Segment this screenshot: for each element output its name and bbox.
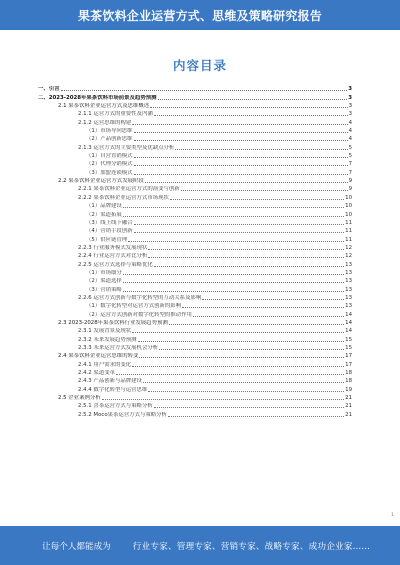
toc-entry[interactable] — [32, 268, 352, 276]
toc-entry-label: 2.5.2 Moco果茶运营方式与策略分析 — [78, 411, 167, 418]
toc-entry[interactable] — [32, 142, 352, 150]
toc-dot-leader — [134, 131, 348, 133]
toc-entry-page: 18 — [345, 378, 352, 385]
toc-dot-leader — [134, 231, 345, 233]
footer-bar — [0, 526, 400, 565]
toc-entry-label: （3）加盟连锁模式 — [86, 169, 133, 176]
toc-entry-page: 9 — [348, 186, 352, 193]
toc-entry-page: 4 — [348, 128, 352, 135]
toc-entry-label: 2.2.4 行业运营方式对比分析 — [78, 253, 148, 260]
page-number: 1 — [391, 513, 394, 518]
toc-entry-page: 7 — [348, 169, 352, 176]
toc-entry-page: 21 — [345, 395, 352, 402]
toc-entry[interactable] — [32, 109, 352, 117]
toc-entry-page: 7 — [348, 161, 352, 168]
toc-dot-leader — [132, 123, 347, 125]
toc-entry-label: 2.3.2 未来发展趋势预测 — [78, 336, 137, 343]
toc-entry-label: （1）数字化转型对运营方式创新的影响 — [86, 303, 182, 310]
toc-entry[interactable] — [32, 192, 352, 200]
toc-entry[interactable] — [32, 276, 352, 284]
toc-dot-leader — [154, 406, 344, 408]
toc-entry-label: 2.1 果茶饮料企业运营方式及思维概述 — [58, 103, 150, 110]
toc-entry-label: 2.4.3 产品创新与品牌建设 — [78, 378, 142, 385]
toc-entry[interactable] — [32, 301, 352, 309]
toc-dot-leader — [123, 206, 344, 208]
toc-entry-page: 5 — [348, 144, 352, 151]
toc-entry-page: 12 — [345, 244, 352, 251]
toc-entry[interactable] — [32, 409, 352, 417]
toc-entry-page: 19 — [345, 386, 352, 393]
toc-dot-leader — [132, 331, 344, 333]
toc-entry[interactable] — [32, 126, 352, 134]
toc-dot-leader — [145, 181, 348, 183]
toc-dot-leader — [116, 373, 344, 375]
toc-entry-page: 9 — [348, 178, 352, 185]
toc-entry[interactable] — [32, 343, 352, 351]
toc-dot-leader — [150, 106, 347, 108]
toc-entry[interactable] — [32, 184, 352, 192]
toc-dot-leader — [132, 365, 344, 367]
toc-entry-page: 3 — [348, 94, 352, 101]
toc-entry-label: 2.4.1 用户需求的变化 — [78, 361, 132, 368]
toc-dot-leader — [61, 89, 348, 91]
toc-entry[interactable] — [32, 293, 352, 301]
toc-entry-page: 3 — [348, 86, 352, 93]
toc-entry-label: 2.2 果茶饮料企业运营方式发展阶段 — [58, 178, 144, 185]
toc-entry-page: 17 — [345, 361, 352, 368]
toc-entry-page: 14 — [345, 319, 352, 326]
toc-entry-page: 11 — [345, 228, 352, 235]
toc-entry[interactable] — [32, 117, 352, 125]
toc-entry-label: 2.3 2023-2028年果茶饮料行业发展趋势预测 — [58, 319, 168, 326]
toc-entry[interactable] — [32, 251, 352, 259]
toc-entry-page: 21 — [345, 411, 352, 418]
toc-entry-label: 2.3.1 发展背景及现状 — [78, 328, 132, 335]
toc-entry-label: （4）营销手段创新 — [86, 228, 133, 235]
toc-entry-label: （2）代理分销模式 — [86, 161, 133, 168]
toc-entry[interactable] — [32, 243, 352, 251]
report-header-bar — [0, 0, 400, 30]
toc-entry-page: 10 — [345, 211, 352, 218]
toc-dot-leader — [148, 248, 344, 250]
report-title: 果茶饮料企业运营方式、思维及策略研究报告 — [77, 8, 322, 23]
toc-dot-leader — [168, 415, 344, 417]
toc-dot-leader — [123, 290, 344, 292]
toc-dot-leader — [134, 173, 348, 175]
toc-entry-page: 12 — [345, 253, 352, 260]
toc-entry-page: 5 — [348, 153, 352, 160]
toc-dot-leader — [138, 340, 345, 342]
toc-entry-label: （1）市场细分 — [86, 269, 122, 276]
toc-entry[interactable] — [32, 159, 352, 167]
toc-entry-label: 2.4.4 数字化转型与运营思维 — [78, 386, 148, 393]
toc-entry-label: 二、2023-2028年果茶饮料市场前景及趋势预测 — [38, 94, 157, 101]
toc-entry-label: （2）渠道选择 — [86, 278, 122, 285]
toc-entry-label: （3）营销策略 — [86, 286, 122, 293]
toc-heading: 内容目录 — [172, 58, 227, 73]
toc-entry[interactable] — [32, 84, 352, 92]
toc-entry-label: 2.2.1 果茶饮料企业运营方式的演变与创新 — [78, 186, 180, 193]
toc-entry-page: 10 — [345, 203, 352, 210]
toc-entry[interactable] — [32, 384, 352, 392]
toc-dot-leader — [123, 273, 344, 275]
toc-entry[interactable] — [32, 259, 352, 267]
toc-entry-label: 2.2.5 运营方式选择与策略优化 — [78, 261, 153, 268]
toc-dot-leader — [134, 164, 348, 166]
toc-entry[interactable] — [32, 359, 352, 367]
table-of-contents — [32, 84, 352, 418]
toc-entry-label: （2）渠道拓展 — [86, 211, 122, 218]
toc-dot-leader — [169, 323, 344, 325]
toc-entry[interactable] — [32, 368, 352, 376]
toc-entry[interactable] — [32, 351, 352, 359]
toc-entry-page: 13 — [345, 294, 352, 301]
toc-entry-label: 2.1.2 运营思维的构建 — [78, 119, 132, 126]
toc-entry[interactable] — [32, 134, 352, 142]
toc-entry-page: 11 — [345, 236, 352, 243]
toc-dot-leader — [123, 215, 344, 217]
toc-entry-page: 13 — [345, 303, 352, 310]
toc-dot-leader — [154, 265, 344, 267]
toc-entry[interactable] — [32, 318, 352, 326]
toc-dot-leader — [193, 315, 344, 317]
toc-entry[interactable] — [32, 101, 352, 109]
toc-entry[interactable] — [32, 326, 352, 334]
toc-entry-label: 2.4.2 渠道变革 — [78, 370, 115, 377]
toc-entry-page: 3 — [348, 103, 352, 110]
toc-dot-leader — [159, 348, 344, 350]
toc-entry-label: 2.5 企业案例分析 — [58, 395, 101, 402]
toc-entry[interactable] — [32, 201, 352, 209]
toc-dot-leader — [134, 156, 348, 158]
toc-entry[interactable] — [32, 393, 352, 401]
toc-entry[interactable] — [32, 334, 352, 342]
toc-entry[interactable] — [32, 401, 352, 409]
toc-dot-leader — [143, 381, 344, 383]
footer-slogan: 让每个人都能成为 — [42, 541, 111, 552]
toc-entry-label: （3）线上线下融合 — [86, 219, 133, 226]
toc-entry-page: 13 — [345, 269, 352, 276]
toc-entry-label: 2.2.6 运营方式创新与数字化转型的互动关系及影响 — [78, 294, 202, 301]
toc-entry-label: 2.2.2 果茶饮料企业运营方式市场现状 — [78, 194, 169, 201]
toc-entry-label: （2）产品创新思维 — [86, 136, 133, 143]
toc-entry-label: （1）市场导向思维 — [86, 128, 133, 135]
toc-dot-leader — [139, 356, 344, 358]
toc-entry-label: 2.1.3 运营方式的主要类型及优缺点分析 — [78, 144, 175, 151]
toc-entry-label: 2.3.3 未来运营方式发展机会分析 — [78, 345, 159, 351]
toc-entry-page: 14 — [345, 328, 352, 335]
toc-dot-leader — [134, 139, 348, 141]
toc-dot-leader — [202, 298, 344, 300]
toc-entry-page: 3 — [348, 111, 352, 118]
toc-entry[interactable] — [32, 92, 352, 100]
toc-dot-leader — [154, 114, 348, 116]
toc-entry-label: （1）品牌建设 — [86, 203, 122, 210]
toc-entry-page: 15 — [345, 345, 352, 351]
toc-entry-page: 11 — [345, 219, 352, 226]
toc-entry-page: 21 — [345, 403, 352, 410]
toc-entry-label: 2.1.1 运营方式的重要性及内涵 — [78, 111, 153, 118]
toc-entry[interactable] — [32, 234, 352, 242]
toc-dot-leader — [175, 148, 347, 150]
toc-entry-page: 15 — [345, 336, 352, 343]
toc-dot-leader — [182, 306, 344, 308]
toc-dot-leader — [134, 223, 345, 225]
toc-entry[interactable] — [32, 226, 352, 234]
toc-entry-label: （2）运营方式创新对数字化转型的推动作用 — [86, 311, 192, 318]
toc-entry-page: 17 — [345, 353, 352, 360]
toc-entry-page: 4 — [348, 119, 352, 126]
toc-dot-leader — [181, 189, 348, 191]
toc-dot-leader — [148, 256, 344, 258]
toc-dot-leader — [148, 390, 344, 392]
toc-entry-label: 2.5.1 喜茶运营方式与策略分析 — [78, 403, 153, 410]
toc-entry-page: 14 — [345, 311, 352, 318]
toc-dot-leader — [170, 198, 344, 200]
toc-entry-page: 18 — [345, 370, 352, 377]
toc-dot-leader — [123, 281, 344, 283]
toc-entry[interactable] — [32, 176, 352, 184]
toc-entry[interactable] — [32, 284, 352, 292]
toc-entry-page: 13 — [345, 286, 352, 293]
toc-entry[interactable] — [32, 209, 352, 217]
toc-entry[interactable] — [32, 167, 352, 175]
toc-entry-label: 2.2.3 行业服务模式发展现状 — [78, 244, 148, 251]
toc-entry[interactable] — [32, 218, 352, 226]
toc-entry-page: 10 — [345, 194, 352, 201]
toc-entry[interactable] — [32, 151, 352, 159]
toc-entry-label: （1）自营直销模式 — [86, 153, 133, 160]
toc-entry[interactable] — [32, 309, 352, 317]
toc-dot-leader — [158, 98, 348, 100]
toc-entry-page: 13 — [345, 261, 352, 268]
toc-entry[interactable] — [32, 376, 352, 384]
toc-entry-label: 2.4 果茶饮料企业运营思维的转变 — [58, 353, 139, 360]
toc-dot-leader — [128, 240, 344, 242]
toc-entry-page: 4 — [348, 136, 352, 143]
toc-entry-label: （5）供应链管理 — [86, 236, 128, 243]
toc-entry-label: 一、引言 — [38, 86, 60, 93]
footer-roles: 行业专家、管理专家、营销专家、战略专家、成功企业家…… — [132, 541, 371, 552]
toc-entry-page: 13 — [345, 278, 352, 285]
toc-dot-leader — [102, 398, 345, 400]
